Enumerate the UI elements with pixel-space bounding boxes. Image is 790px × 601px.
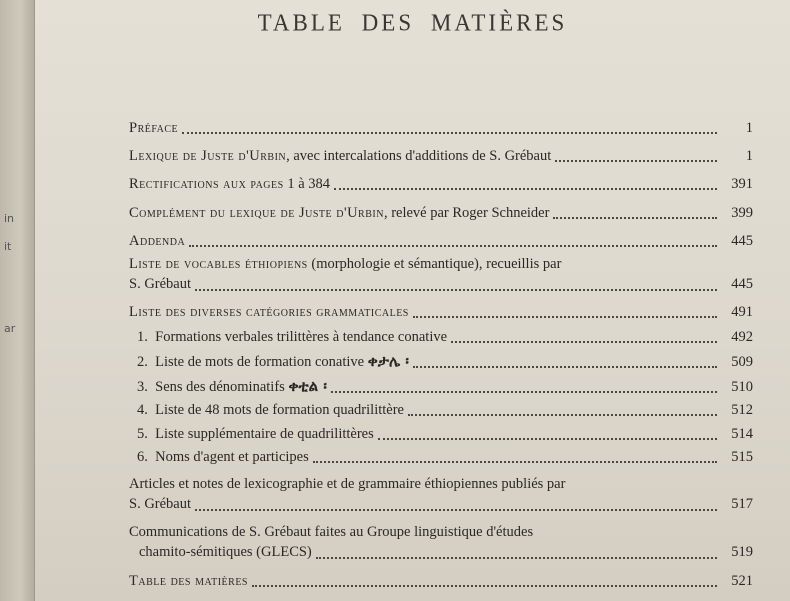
toc-label: 1. Formations verbales trilittères à tendance conative <box>137 329 448 345</box>
toc-entry-rectifications <box>129 175 753 193</box>
left-page-edge <box>0 0 35 601</box>
toc-page-number: 521 <box>731 573 753 589</box>
toc-entry-addenda <box>129 232 753 250</box>
dot-leader <box>378 438 717 440</box>
dot-leader <box>555 160 717 162</box>
toc-entry-communications <box>129 522 753 562</box>
dot-leader <box>334 188 717 190</box>
dot-leader <box>413 366 717 368</box>
toc-label: 6. Noms d'agent et participes <box>137 449 309 465</box>
toc-page-number: 512 <box>731 402 753 418</box>
toc-label: Table des matières <box>129 573 248 589</box>
toc-label: Préface <box>129 120 179 136</box>
toc-page-number: 510 <box>731 379 753 395</box>
toc-entry-lexique <box>129 147 753 165</box>
page-title: TABLE DES MATIÈRES <box>257 9 568 36</box>
toc-label: 5. Liste supplémentaire de quadrilittères <box>137 426 374 442</box>
toc-page-number: 519 <box>731 544 753 560</box>
toc-page-number: 492 <box>731 329 753 345</box>
dot-leader <box>316 557 717 559</box>
toc-subentry-3 <box>137 377 753 396</box>
toc-label: Lexique de Juste d'Urbin, avec intercalations d'additions de S. Grébaut <box>129 148 552 164</box>
toc-entry-categories <box>129 303 753 321</box>
toc-label: Articles et notes de lexicographie et de grammaire éthiopiennes publiés par <box>129 476 566 492</box>
toc-page-number: 517 <box>731 496 753 512</box>
toc-label-line2: chamito-sémitiques (GLECS) <box>139 544 312 560</box>
dot-leader <box>195 509 717 511</box>
toc-subentry-6 <box>137 448 753 466</box>
dot-leader <box>413 316 717 318</box>
dot-leader <box>189 245 717 247</box>
toc-label: Liste des diverses catégories grammaticales <box>129 304 409 320</box>
dot-leader <box>553 217 717 219</box>
toc-page-number: 1 <box>745 120 753 136</box>
dot-leader <box>451 341 717 343</box>
dot-leader <box>252 585 717 587</box>
edge-mark: it <box>4 240 12 253</box>
toc-label-line2: S. Grébaut <box>129 496 192 512</box>
toc-entry-vocables <box>129 254 753 294</box>
toc-page-number: 515 <box>731 449 753 465</box>
toc-entry-preface <box>129 119 753 137</box>
toc-subentry-4 <box>137 401 753 419</box>
toc-subentry-2 <box>137 352 753 371</box>
toc-page-number: 399 <box>731 205 753 221</box>
toc-page-number: 1 <box>745 148 753 164</box>
book-page <box>35 0 790 601</box>
toc-label: 3. Sens des dénominatifs ቀቲል ፡ <box>137 377 327 395</box>
toc-page-number: 445 <box>731 233 753 249</box>
toc-label: Rectifications aux pages 1 à 384 <box>129 176 330 192</box>
toc-subentry-1 <box>137 328 753 346</box>
toc-entry-articles <box>129 474 753 514</box>
edge-mark: in <box>4 212 15 225</box>
dot-leader <box>182 132 717 134</box>
dot-leader <box>195 289 717 291</box>
dot-leader <box>313 461 717 463</box>
toc-page-number: 514 <box>731 426 753 442</box>
toc-page-number: 509 <box>731 354 753 370</box>
toc-entry-complement <box>129 204 753 222</box>
toc-label: Complément du lexique de Juste d'Urbin, relevé par Roger Schneider <box>129 205 550 221</box>
toc-page-number: 445 <box>731 276 753 292</box>
dot-leader <box>331 391 717 393</box>
toc-label-line2: S. Grébaut <box>129 276 192 292</box>
toc-page-number: 491 <box>731 304 753 320</box>
toc-subentry-5 <box>137 425 753 443</box>
toc-label: Communications de S. Grébaut faites au Groupe linguistique d'études <box>129 524 534 540</box>
toc-label: Liste de vocables éthiopiens (morphologie et sémantique), recueillis par <box>129 256 562 272</box>
toc-label: 2. Liste de mots de formation conative ቀታሌ ፡ <box>137 352 409 370</box>
toc-label: 4. Liste de 48 mots de formation quadrilittère <box>137 402 404 418</box>
dot-leader <box>408 414 717 416</box>
toc-label: Addenda <box>129 233 186 249</box>
toc-entry-table <box>129 572 753 590</box>
edge-mark: ar <box>4 322 16 335</box>
toc-page-number: 391 <box>731 176 753 192</box>
